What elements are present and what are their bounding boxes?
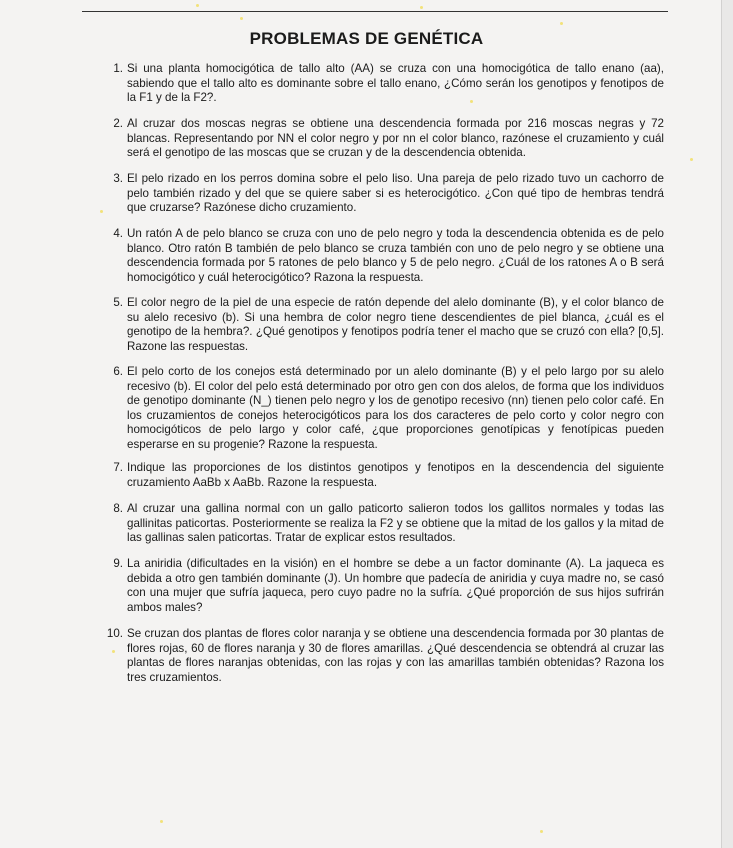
problem-number: 9. <box>113 557 123 570</box>
problem-number: 6. <box>113 365 123 378</box>
problem-10 <box>106 627 664 685</box>
problem-number: 3. <box>113 172 123 185</box>
problem-text: El pelo rizado en los perros domina sobre el pelo liso. Una pareja de pelo rizado tuvo un cachorro de pelo también rizado y del que se quiere saber si es heterocigótico. ¿Con qué tipo de hembras tendrá que cruzarse? Razónese dicho cruzamiento. <box>127 172 664 215</box>
problem-text: Un ratón A de pelo blanco se cruza con uno de pelo negro y toda la descendencia obtenida es de pelo blanco. Otro ratón B también de pelo blanco se cruza también con uno de pelo negro y se obtiene una descendencia formada por 5 ratones de pelo blanco y 5 de pelo negro. ¿Cuál de los ratones A o B será homocigótico y cuál heterocigótico? Razona la respuesta. <box>127 227 664 284</box>
problem-5 <box>113 296 664 354</box>
problem-6 <box>113 365 664 453</box>
problem-text: El pelo corto de los conejos está determinado por un alelo dominante (B) y el pelo largo por su alelo recesivo (b). El color del pelo está determinado por otro gen con dos alelos, de forma que los individuos de genotipo dominante (N_) tienen pelo negro y los de genotipo recesivo (nn) tienen pelo color café. En los cruzamientos de conejos heterocigóticos para los dos caracteres de pelo corto y color negro con homocigóticos de pelo largo y color café, ¿que proporciones genotípicas y fenotípicas pueden esperarse en su progenie? Razone la respuesta. <box>127 365 664 451</box>
problem-text: La aniridia (dificultades en la visión) en el hombre se debe a un factor dominante (A). La jaqueca es debida a otro gen también dominante (J). Un hombre que padecía de aniridia y cuya madre no, se casó con una mujer que sufría jaqueca, pero cuyo padre no la sufría. ¿Qué proporción de sus hijos sufrirán ambos males? <box>127 557 664 614</box>
problem-7 <box>113 461 664 490</box>
problem-9 <box>113 557 664 615</box>
problem-number: 4. <box>113 227 123 240</box>
problem-2 <box>113 117 664 161</box>
problem-text: Al cruzar una gallina normal con un gallo paticorto salieron todos los gallitos normales y todas las gallinitas paticortas. Posteriormente se realiza la F2 y se obtiene que la mitad de los gallos y la mitad de las gallinas salen paticortas. Tratar de explicar estos resultados. <box>127 502 664 545</box>
problem-number: 5. <box>113 296 123 309</box>
top-rule <box>82 11 668 12</box>
problem-8 <box>113 502 664 546</box>
problem-text: Si una planta homocigótica de tallo alto (AA) se cruza con una homocigótica de tallo enano (aa), sabiendo que el tallo alto es dominante sobre el tallo enano, ¿Cómo serán los genotipos y fenotipos de la F1 y de la F2?. <box>127 62 664 105</box>
problem-4 <box>113 227 664 285</box>
problem-text: El color negro de la piel de una especie de ratón depende del alelo dominante (B), y el color blanco de su alelo recesivo (b). Si una hembra de color negro tiene descendientes de piel blanca, ¿cuál es el genotipo de la hembra?. ¿Qué genotipos y fenotipos podría tener el macho que se cruzó con ella? [0,5]. Razone las respuestas. <box>127 296 664 353</box>
problem-text: Se cruzan dos plantas de flores color naranja y se obtiene una descendencia formada por 30 plantas de flores rojas, 60 de flores naranja y 30 de flores amarillas. ¿Qué descendencia se obtendrá al cruzar las plantas de flores naranjas obtenidas, con las rojas y con las amarillas también obtenidas? Razona los tres cruzamientos. <box>127 627 664 684</box>
problem-number: 10. <box>106 627 123 640</box>
problem-number: 8. <box>113 502 123 515</box>
problem-text: Indique las proporciones de los distintos genotipos y fenotipos en la descendencia del siguiente cruzamiento AaBb x AaBb. Razone la respuesta. <box>127 461 664 489</box>
problem-number: 2. <box>113 117 123 130</box>
problem-number: 7. <box>113 461 123 474</box>
problem-number: 1. <box>113 62 123 75</box>
page-title: PROBLEMAS DE GENÉTICA <box>249 29 484 48</box>
problem-3 <box>113 172 664 216</box>
problem-text: Al cruzar dos moscas negras se obtiene una descendencia formada por 216 moscas negras y 72 blancas. Representando por NN el color negro y por nn el color blanco, razónese el cruzamiento y cuál será el genotipo de las moscas que se cruzan y de la descendencia obtenida. <box>127 117 664 160</box>
problem-1 <box>113 62 664 106</box>
page-edge <box>721 0 733 848</box>
